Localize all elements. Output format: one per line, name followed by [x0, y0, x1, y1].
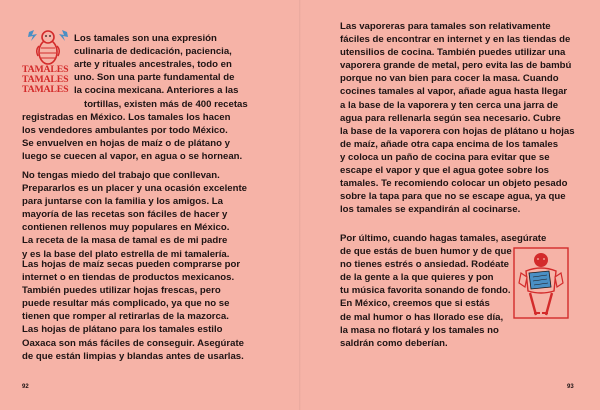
text-line: la masa no flotará y los tamales no	[340, 324, 499, 336]
text-line: fáciles de encontrar en internet y en las tiendas de	[340, 34, 571, 46]
text-line: Prepararlos es un placer y una ocasión excelente	[22, 183, 248, 195]
text-line: También puedes utilizar hojas frescas, pero	[22, 285, 221, 297]
brand-wordmark	[22, 65, 72, 95]
text-line: los vendedores ambulantes por todo México.	[22, 124, 228, 136]
text-line: escape el vapor y que el agua gotee sobre los	[340, 165, 550, 177]
left-para1-full	[22, 111, 242, 163]
page-number-right: 93	[567, 384, 574, 390]
text-line: Oaxaca son más fáciles de conseguir. Asegúrate	[22, 337, 245, 349]
text-line: culinaria de dedicación, paciencia,	[74, 46, 232, 58]
text-line: uno. Son una parte fundamental de	[74, 72, 235, 84]
right-para1	[340, 20, 575, 216]
text-line: no tienes estrés o ansiedad. Rodéate	[340, 259, 510, 271]
text-line: de que estás de buen humor y de que	[340, 246, 512, 258]
text-line: tienen que romper al retirarlas de la mazorca.	[22, 311, 229, 323]
text-line: de que están limpias y blandas antes de usarlas.	[22, 350, 244, 362]
text-line: saldrán como deberían.	[340, 337, 448, 349]
text-line: luego se cuecen al vapor, en agua o se hornean.	[22, 150, 243, 162]
text-line: Las hojas de maíz secas pueden comprarse por	[22, 259, 241, 270]
text-line: y es la base del plato estrella de mi tamalería.	[22, 248, 230, 260]
text-line: Las hojas de plátano para los tamales estilo	[22, 324, 223, 336]
page-number-left: 92	[22, 384, 29, 390]
text-line: No tengas miedo del trabajo que conllevan.	[22, 170, 220, 181]
left-para3	[22, 258, 244, 363]
brand-line: TAMALES	[22, 64, 69, 75]
text-line: En México, creemos que si estás	[340, 298, 490, 310]
text-line: contienen rellenos muy populares en México.	[22, 222, 230, 234]
text-line: Los tamales son una expresión	[74, 33, 217, 44]
left-para1-wrapped	[74, 32, 238, 97]
text-line: para juntarse con la familia y los amigos. La	[22, 196, 224, 208]
text-line: arte y rituales ancestrales, todo en	[74, 59, 232, 71]
text-line: de mal humor o has llorado ese día,	[340, 311, 504, 323]
text-line: tortillas, existen más de 400 recetas	[84, 98, 248, 110]
text-line: la base de la vaporera con hojas de plátano u hojas	[340, 125, 575, 137]
text-line: tu música favorita sonando de fondo.	[340, 285, 511, 297]
text-line: sobre la tapa para que no se escape agua, ya que	[340, 191, 566, 203]
text-line: Las vaporeras para tamales son relativamente	[340, 21, 551, 32]
text-line: vaporera grande de metal, pero evita las de bambú	[340, 60, 572, 72]
tamal-mascot-icon	[26, 26, 70, 66]
text-line: de la gente a la que quieres y pon	[340, 272, 494, 284]
text-line: puede resultar más complicado, ya que no se	[22, 298, 230, 310]
brand-line: TAMALES	[22, 84, 69, 95]
text-line: Se envuelven en hojas de maíz o de plátano y	[22, 137, 230, 149]
text-line: Por último, cuando hagas tamales, asegúrate	[340, 233, 547, 244]
luchador-wrestler-icon	[513, 247, 569, 319]
text-line: mayoría de las recetas son fáciles de hacer y	[22, 209, 228, 221]
text-line: a la base de la vaporera y ten cerca una jarra de	[340, 99, 559, 111]
text-line: registradas en México. Los tamales los hacen	[22, 111, 231, 123]
left-para2	[22, 169, 247, 261]
text-line: de maíz, añade otra capa encima de los tamales	[340, 138, 559, 150]
text-line: y coloca un paño de cocina para evitar que se	[340, 151, 550, 163]
text-line: agua para rellenarla según sea necesario. Cubre	[340, 112, 561, 124]
text-line: utensilios de cocina. También puedes utilizar una	[340, 47, 566, 59]
text-line: porque no van bien para cocer la masa. Cuando	[340, 73, 559, 85]
text-line: internet o en tiendas de productos mexicanos.	[22, 272, 235, 284]
right-page	[300, 0, 600, 410]
text-line: tamales. Te recomiendo colocar un objeto pesado	[340, 178, 568, 190]
text-line: La receta de la masa de tamal es de mi padre	[22, 235, 228, 247]
text-line: la cocina mexicana. Anteriores a las	[74, 85, 239, 97]
left-para1-line6	[84, 98, 248, 111]
text-line: cocines tamales al vapor, añade agua hasta llegar	[340, 86, 568, 98]
text-line: los tamales se expandirán al cocinarse.	[340, 204, 521, 216]
brand-line: TAMALES	[22, 74, 69, 85]
